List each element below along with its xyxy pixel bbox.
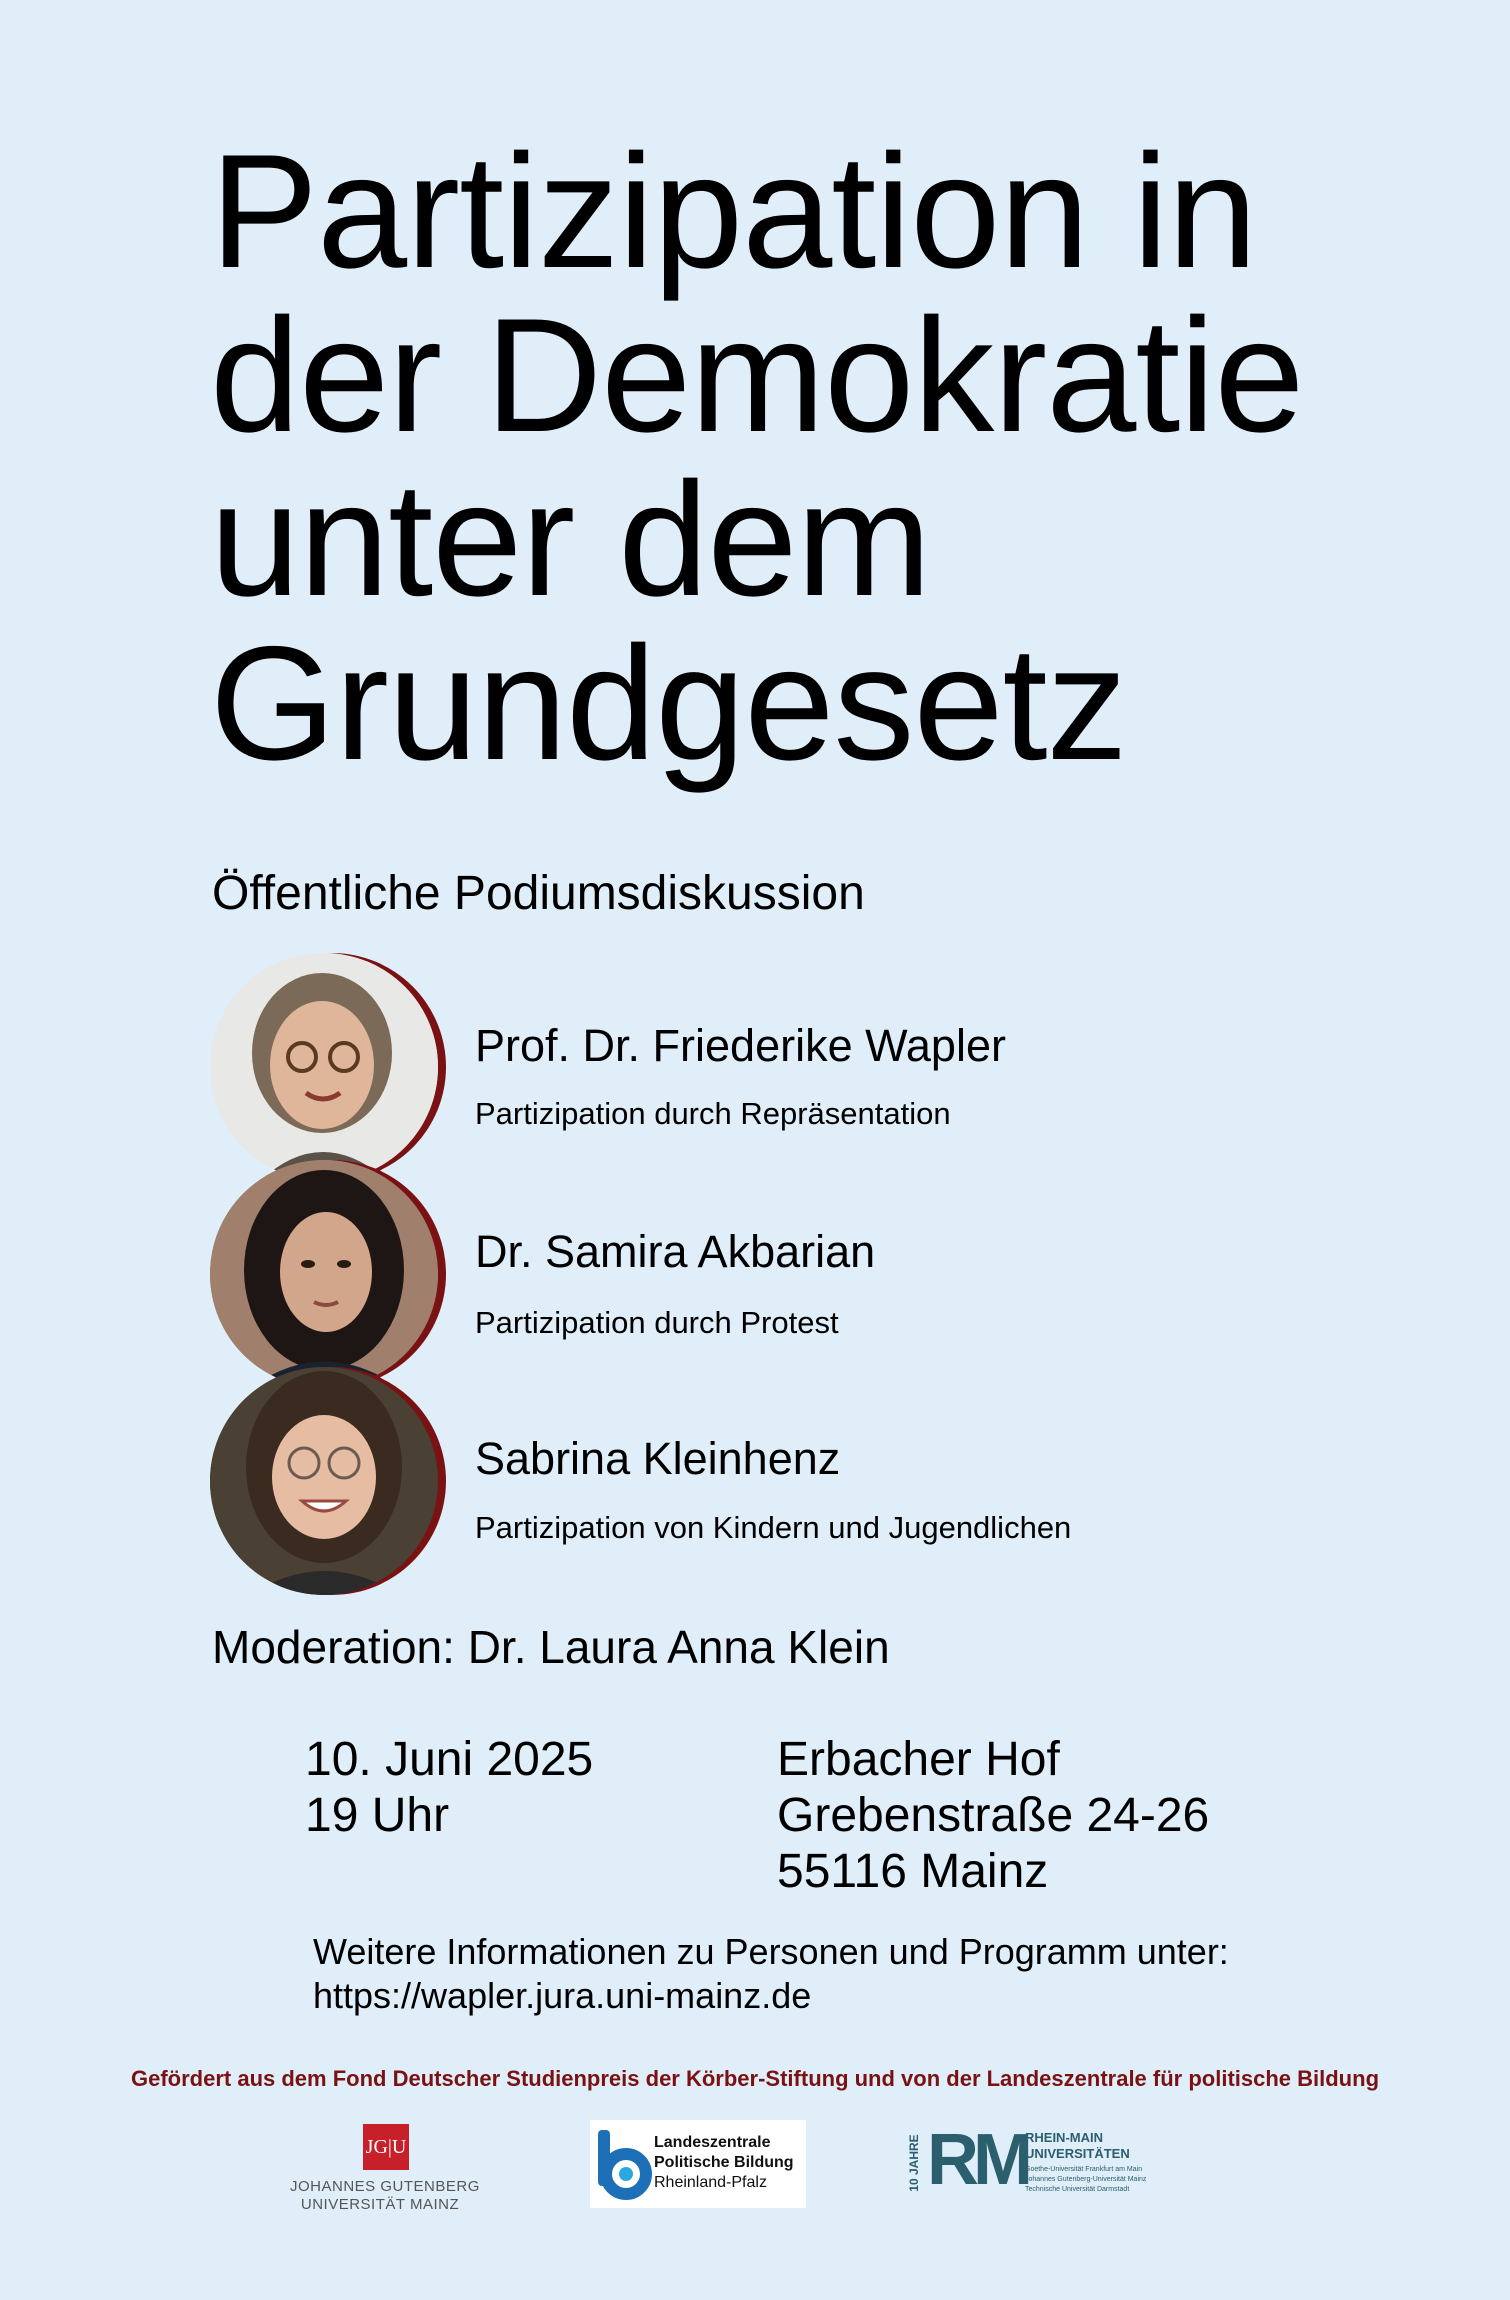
portrait-photo-icon [210, 953, 438, 1181]
rmu-line1: RHEIN-MAIN [1025, 2130, 1103, 2145]
rmu-mark: RM [927, 2120, 1027, 2200]
rmu-line2: UNIVERSITÄTEN [1025, 2146, 1130, 2161]
jgu-logo-line1: JOHANNES GUTENBERG [290, 2178, 480, 2195]
moderation-line: Moderation: Dr. Laura Anna Klein [212, 1621, 890, 1673]
speaker-2-portrait [210, 1160, 438, 1388]
rhein-main-logo [905, 2120, 1165, 2212]
speaker-1-topic: Partizipation durch Repräsentation [475, 1096, 951, 1131]
rmu-sub1: Goethe-Universität Frankfurt am Main [1025, 2166, 1143, 2173]
more-info-label: Weitere Informationen zu Personen und Programm unter: [313, 1931, 1229, 1972]
lpb-b-icon [596, 2128, 652, 2200]
event-date-block [305, 1732, 593, 1844]
jgu-logo-mark: JG|U [363, 2124, 409, 2170]
title-line-3: unter dem [210, 449, 931, 630]
rmu-sub3: Technische Universität Darmstadt [1025, 2186, 1130, 2193]
jgu-logo-line2: UNIVERSITÄT MAINZ [300, 2196, 460, 2213]
venue-name: Erbacher Hof [777, 1733, 1060, 1786]
speaker-3-topic: Partizipation von Kindern und Jugendlichen [475, 1510, 1072, 1545]
lpb-logo [590, 2120, 806, 2208]
venue-city: 55116 Mainz [777, 1845, 1049, 1898]
speaker-2-topic: Partizipation durch Protest [475, 1305, 839, 1340]
event-date: 10. Juni 2025 [305, 1733, 594, 1786]
portrait-photo-icon [210, 1367, 438, 1595]
title-line-4: Grundgesetz [210, 613, 1127, 794]
title-line-2: der Demokratie [210, 285, 1304, 466]
title-line-1: Partizipation in [210, 121, 1257, 302]
venue-street: Grebenstraße 24-26 [777, 1789, 1210, 1842]
lpb-line3: Rheinland-Pfalz [654, 2174, 767, 2191]
event-time: 19 Uhr [305, 1789, 450, 1842]
speaker-3-name: Sabrina Kleinhenz [475, 1433, 841, 1484]
poster-title [210, 121, 1460, 794]
more-info [313, 1930, 1229, 2018]
lpb-line2: Politische Bildung [654, 2154, 794, 2171]
speaker-1-name: Prof. Dr. Friederike Wapler [475, 1020, 1006, 1071]
speaker-3-portrait [210, 1367, 438, 1595]
rmu-side-label: 10 JAHRE [907, 2134, 921, 2192]
event-venue-block [777, 1732, 1209, 1900]
event-subtitle: Öffentliche Podiumsdiskussion [212, 867, 865, 920]
more-info-url[interactable]: https://wapler.jura.uni-mainz.de [313, 1975, 812, 2016]
lpb-line1: Landeszentrale [654, 2134, 771, 2151]
speaker-2-name: Dr. Samira Akbarian [475, 1226, 876, 1277]
rmu-sub2: Johannes Gutenberg-Universität Mainz [1025, 2176, 1147, 2183]
speaker-1-portrait [210, 953, 438, 1181]
portrait-photo-icon [210, 1160, 438, 1388]
jgu-logo [290, 2120, 480, 2220]
funding-note: Gefördert aus dem Fond Deutscher Studienpreis der Körber-Stiftung und von der Landeszentrale für politische Bildung [130, 2066, 1380, 2091]
